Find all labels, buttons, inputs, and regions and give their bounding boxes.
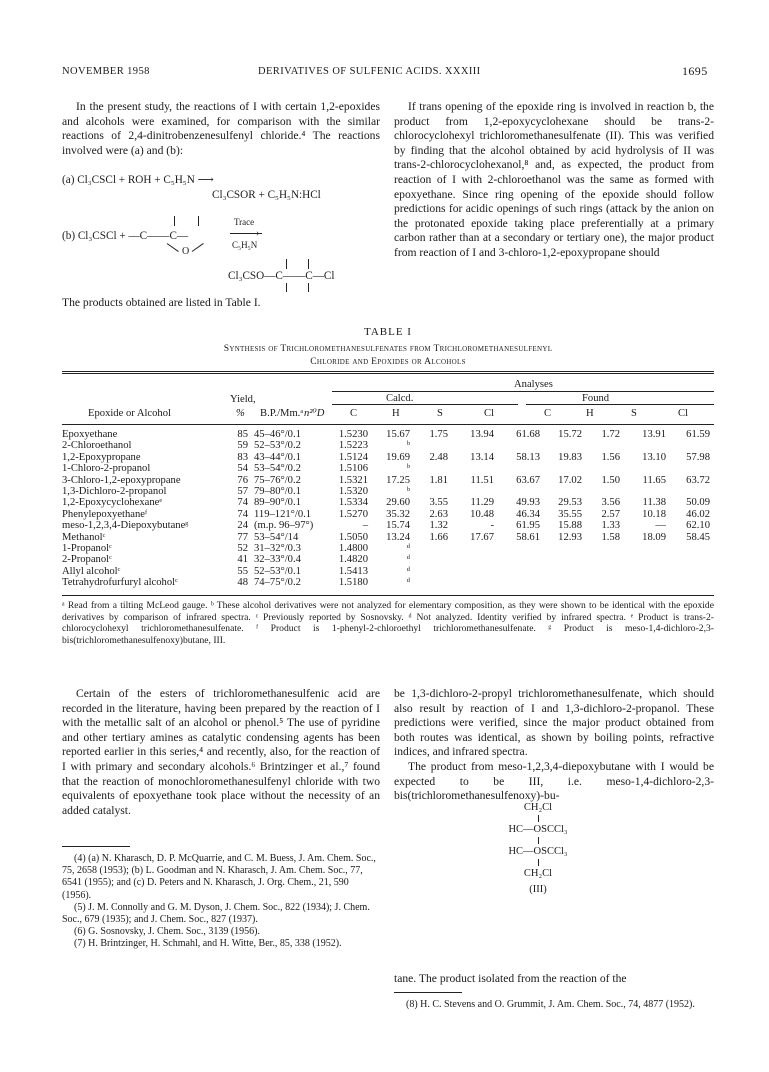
footnote-separator xyxy=(62,846,130,847)
analyses-header: Analyses xyxy=(514,379,553,390)
table-top-rule xyxy=(62,371,714,372)
cell-compound: 1,3-Dichloro-2-propanol xyxy=(62,486,167,498)
structure-lower-methine: HC—OSCCl₃ xyxy=(508,846,568,857)
cell-found-c xyxy=(543,554,585,565)
cell-refractive-index: 1.5270 xyxy=(338,508,368,520)
found-s-header: S xyxy=(631,408,637,419)
cell-boiling-point: 52–53°/0.2 xyxy=(254,440,301,452)
table-title: TABLE I xyxy=(364,326,412,338)
analyses-rule xyxy=(332,391,714,392)
footnote-separator xyxy=(394,992,462,993)
cell-compound: 1,2-Epoxypropane xyxy=(62,451,141,463)
table-row xyxy=(59,566,713,577)
structure-label: (III) xyxy=(529,884,547,895)
products-sentence: The products obtained are listed in Table I. xyxy=(62,296,261,309)
cell-found-cl: 58.45 xyxy=(686,531,710,543)
reference-entry: (6) G. Sosnovsky, J. Chem. Soc., 3139 (1956). xyxy=(74,926,261,938)
cell-calcd-h: 3.55 xyxy=(429,497,448,509)
cell-calcd-cl: 61.95 xyxy=(516,520,540,532)
cell-found-h xyxy=(585,566,623,577)
cell-calcd-c: 15.74 xyxy=(386,520,410,532)
bond-line xyxy=(308,259,309,269)
reference-entry: (5) J. M. Connolly and G. M. Dyson, J. Chem. Soc., 822 (1934); J. Chem. Soc., 679 (1935); and J. Chem. Soc., 827 (1937). xyxy=(62,901,370,926)
cell-refractive-index: 1.5106 xyxy=(338,463,368,475)
cell-boiling-point: (m.p. 96–97°) xyxy=(254,520,314,532)
cell-calcd-cl xyxy=(497,577,543,588)
cell-calcd-s: 10.48 xyxy=(470,508,494,520)
found-header: Found xyxy=(582,393,610,404)
table-row xyxy=(59,463,713,474)
cell-refractive-index: 1.5334 xyxy=(338,497,368,509)
cell-calcd-cl xyxy=(497,566,543,577)
cell-found-h: 1.56 xyxy=(601,451,620,463)
cell-boiling-point: 79–80°/0.1 xyxy=(254,486,301,498)
cell-calcd-h xyxy=(413,486,451,497)
cell-found-h xyxy=(585,577,623,588)
cell-found-c: 12.93 xyxy=(558,531,582,543)
bond-line xyxy=(198,216,199,226)
calcd-s-header: S xyxy=(437,408,443,419)
cell-refractive-index: – xyxy=(362,520,368,532)
cell-found-h xyxy=(585,440,623,451)
reference-entry: (4) (a) N. Kharasch, D. P. McQuarrie, and C. M. Buess, J. Am. Chem. Soc., 75, 2658 (1953); (b) L. Goodman and N. Kharasch, J. Am. Chem. Soc., 77, 6541 (1955); and (c) D. Peters and N. Kharasch, J. Org. Chem., 21, 590 (1956). xyxy=(62,853,376,901)
cell-compound: 2-Propanolᶜ xyxy=(62,554,112,566)
table-header-rule xyxy=(62,424,714,425)
cell-found-c xyxy=(543,543,585,554)
cell-calcd-s xyxy=(451,440,497,451)
cell-calcd-s: - xyxy=(490,520,494,532)
cell-found-cl: 50.09 xyxy=(686,497,710,509)
cell-found-cl: 46.02 xyxy=(686,508,710,520)
table-row xyxy=(59,429,713,440)
table-subtitle-line1: Synthesis of Trichloromethanesulfenates from Trichloromethanesulfenyl xyxy=(223,343,553,354)
cell-refractive-index: 1.5124 xyxy=(338,451,368,463)
cell-yield: 24 xyxy=(237,520,248,532)
bond-line xyxy=(538,837,539,844)
cell-calcd-cl xyxy=(497,486,543,497)
bond-line xyxy=(308,283,309,292)
cell-calcd-s: 13.94 xyxy=(470,429,494,440)
yield-header: Yield, xyxy=(230,394,256,405)
trans-opening-paragraph: If trans opening of the epoxide ring is involved in reaction b, the product from 1,2-epoxycyclohexane should be trans-2-chlorocyclohexyl trichloromethanesulfenate (II). This was verified by finding that the alcohol obtained by acid hydrolysis of II was trans-2-chlorocyclohexanol,⁸ and, as expected, the product from reaction of I with 2-chloroethanol was the same as formed with epoxyethane. Since ring opening of the epoxide should follow predictions for acidic openings of such rings (attack by the anion on the protonated epoxide taking place preferentially at a primary carbon rather than at a secondary or tertiary one), the major product from reaction of I and 3-chloro-1,2-epoxypropane should xyxy=(394,100,714,259)
cell-yield: 48 xyxy=(237,577,248,589)
cell-boiling-point: 119–121°/0.1 xyxy=(254,508,312,520)
compound-header: Epoxide or Alcohol xyxy=(88,408,171,419)
cell-calcd-cl: 63.67 xyxy=(516,474,540,486)
table-row xyxy=(59,532,713,543)
reference-entry: (7) H. Brintzinger, H. Schmahl, and H. Witte, Ber., 85, 338 (1952). xyxy=(74,938,342,950)
table-row xyxy=(59,577,713,588)
cell-compound: Phenylepoxyethaneᶠ xyxy=(62,508,148,520)
cell-found-h: 1.72 xyxy=(601,429,620,440)
cell-calcd-c: 15.67 xyxy=(386,429,410,440)
references-right xyxy=(394,999,714,1011)
equation-b-catalyst: C₅H₅N xyxy=(232,240,258,250)
cell-found-c: 19.83 xyxy=(558,451,582,463)
cell-calcd-h: 2.63 xyxy=(429,508,448,520)
synthesis-table xyxy=(59,429,713,589)
cell-calcd-c: ᵈ xyxy=(406,577,410,589)
table-row xyxy=(59,440,713,451)
cell-boiling-point: 32–33°/0.4 xyxy=(254,554,301,566)
cell-yield: 74 xyxy=(237,497,248,509)
references-left xyxy=(62,853,380,951)
esters-paragraph: Certain of the esters of trichloromethanesulfenic acid are recorded in the literature, having been prepared by the reaction of I with the metallic salt of an alcohol or phenol.⁵ The use of pyridine and other tertiary amines as catalytic condensing agents has been reported earlier in this series,⁴ and recently, also, for the reaction of I with primary and secondary alcohols.⁶ Brintzinger et al.,⁷ found that the reaction of monochloromethanesulfenyl chloride with two equivalents of epoxyethane took place without the necessity of an added catalyst. xyxy=(62,687,380,817)
cell-found-s: 10.18 xyxy=(642,508,666,520)
arrow-head: › xyxy=(256,228,260,239)
found-h-header: H xyxy=(586,408,594,419)
cell-found-c xyxy=(543,440,585,451)
cell-found-h: 1.58 xyxy=(601,531,620,543)
table-row xyxy=(59,475,713,486)
cell-yield: 54 xyxy=(237,463,248,475)
cell-found-s xyxy=(623,543,669,554)
cell-boiling-point: 45–46°/0.1 xyxy=(254,429,301,440)
bond-line xyxy=(192,243,204,252)
predictions-paragraph: be 1,3-dichloro-2-propyl trichloromethanesulfenate, which should also result by reaction of I and 1,3-dichloro-2-propanol. These predictions were verified, since the major product obtained from both routes was identical, as shown by boiling points, refractive indices, and infrared spectra. xyxy=(394,687,714,759)
cell-found-h: 3.56 xyxy=(601,497,620,509)
table-row xyxy=(59,520,713,531)
cell-found-c xyxy=(543,577,585,588)
structure-bottom-group: CH₂Cl xyxy=(523,868,553,879)
intro-left-closing xyxy=(62,296,380,311)
cell-found-cl xyxy=(669,577,713,588)
cell-calcd-c: 17.25 xyxy=(386,474,410,486)
cell-found-c xyxy=(543,566,585,577)
cell-found-cl xyxy=(669,463,713,474)
cell-boiling-point: 75–76°/0.2 xyxy=(254,474,301,486)
cell-calcd-c: 29.60 xyxy=(386,497,410,509)
cell-calcd-c: ᵇ xyxy=(406,440,410,452)
cell-calcd-s xyxy=(451,566,497,577)
cell-refractive-index: 1.4800 xyxy=(338,543,368,555)
bond-line xyxy=(286,259,287,269)
page-number: 1695 xyxy=(682,64,708,78)
cell-found-h: 2.57 xyxy=(601,508,620,520)
cell-found-cl: 57.98 xyxy=(686,451,710,463)
cell-found-cl xyxy=(669,554,713,565)
cell-found-cl: 63.72 xyxy=(686,474,710,486)
cell-boiling-point: 53–54°/14 xyxy=(254,531,299,543)
cell-yield: 83 xyxy=(237,451,248,463)
cell-calcd-h xyxy=(413,463,451,474)
table-bottom-rule xyxy=(62,595,714,596)
cell-calcd-cl: 46.34 xyxy=(516,508,540,520)
cell-refractive-index: 1.5180 xyxy=(338,577,368,589)
cell-calcd-c: 19.69 xyxy=(386,451,410,463)
calcd-c-header: C xyxy=(350,408,358,419)
cell-found-s: 13.91 xyxy=(642,429,666,440)
cell-found-s xyxy=(623,463,669,474)
lower-right-column xyxy=(394,687,714,804)
found-rule xyxy=(526,404,714,405)
cell-found-h xyxy=(585,554,623,565)
cell-refractive-index: 1.4820 xyxy=(338,554,368,566)
bond-line xyxy=(286,283,287,292)
table-row xyxy=(59,486,713,497)
running-header-title: DERIVATIVES OF SULFENIC ACIDS. XXXIII xyxy=(258,66,481,77)
cell-found-s xyxy=(623,554,669,565)
cell-compound: Methanolᶜ xyxy=(62,531,106,543)
cell-calcd-cl xyxy=(497,440,543,451)
cell-calcd-s xyxy=(451,543,497,554)
cell-yield: 57 xyxy=(237,486,248,498)
cell-calcd-h xyxy=(413,577,451,588)
cell-compound: 2-Chloroethanol xyxy=(62,440,132,452)
cell-found-s xyxy=(623,577,669,588)
yield-percent-header: % xyxy=(236,408,245,419)
cell-boiling-point: 74–75°/0.2 xyxy=(254,577,301,589)
cell-calcd-s xyxy=(451,577,497,588)
reference-entry: (8) H. C. Stevens and O. Grummit, J. Am. Chem. Soc., 74, 4877 (1952). xyxy=(406,999,695,1010)
table-footnotes: ᵃ Read from a tilting McLeod gauge. ᵇ These alcohol derivatives were not analyzed for elementary composition, as they were shown to be identical with the epoxide derivatives by comparison of infrared spectra. ᶜ Previously reported by Sosnovsky. ᵈ Not analyzed. Identity verified by infrared spectra. ᵉ Product is trans-2-chlorocyclohexyl trichloromethanesulfenate. ᶠ Product is 1-phenyl-2-chloroethyl trichloromethanesulfenate. ᵍ Product is meso-1,4-dichloro-2,3-bis(trichloromethanesulfenoxy)butane, III. xyxy=(62,600,714,646)
cell-compound: Allyl alcoholᶜ xyxy=(62,565,121,577)
calcd-h-header: H xyxy=(392,408,400,419)
cell-calcd-s: 17.67 xyxy=(470,531,494,543)
cell-calcd-s: 11.29 xyxy=(470,497,494,509)
cell-refractive-index: 1.5413 xyxy=(338,565,368,577)
equation-b-trace: Trace xyxy=(234,217,255,227)
cell-found-cl: 61.59 xyxy=(686,429,710,440)
cell-found-s: 11.65 xyxy=(642,474,666,486)
cell-found-s xyxy=(623,440,669,451)
cell-calcd-c: 13.24 xyxy=(386,531,410,543)
bond-line xyxy=(167,243,179,252)
cell-calcd-h: 1.75 xyxy=(429,429,448,440)
cell-calcd-cl: 58.13 xyxy=(516,451,540,463)
cell-found-h: 1.33 xyxy=(601,520,620,532)
cell-calcd-cl xyxy=(497,543,543,554)
cell-calcd-c: ᵇ xyxy=(406,486,410,498)
cell-found-c: 15.88 xyxy=(558,520,582,532)
table-subtitle-line2: Chloride and Epoxides or Alcohols xyxy=(310,356,466,367)
cell-refractive-index: 1.5321 xyxy=(338,474,368,486)
cell-refractive-index: 1.5050 xyxy=(338,531,368,543)
cell-compound: meso-1,2,3,4-Diepoxybutaneᵍ xyxy=(62,520,189,532)
cell-found-cl xyxy=(669,566,713,577)
cell-yield: 59 xyxy=(237,440,248,452)
cell-yield: 74 xyxy=(237,508,248,520)
cell-calcd-s xyxy=(451,554,497,565)
cell-yield: 41 xyxy=(237,554,248,566)
cell-boiling-point: 52–53°/0.1 xyxy=(254,565,301,577)
cell-calcd-h xyxy=(413,543,451,554)
cell-found-s: 13.10 xyxy=(642,451,666,463)
cell-calcd-cl: 61.68 xyxy=(516,429,540,440)
table-row xyxy=(59,497,713,508)
table-top-rule-double xyxy=(62,373,714,374)
calcd-cl-header: Cl xyxy=(484,408,495,419)
intro-right-column xyxy=(394,100,714,261)
cell-boiling-point: 53–54°/0.2 xyxy=(254,463,301,475)
cell-calcd-c: 35.32 xyxy=(386,508,410,520)
cell-found-s: — xyxy=(655,520,666,532)
equation-a-reactants: (a) Cl₃CSCl + ROH + C₅H₅N ⟶ xyxy=(62,174,214,186)
cell-refractive-index: 1.5320 xyxy=(338,486,368,498)
structure-upper-methine: HC—OSCCl₃ xyxy=(508,824,568,835)
lower-right-closing xyxy=(394,972,714,987)
diepoxybutane-paragraph: The product from meso-1,2,3,4-diepoxybutane with I would be expected to be III, i.e. meso-1,4-dichloro-2,3-bis(trichloromethanesulfenoxy)-bu- xyxy=(394,759,714,803)
cell-found-cl: 62.10 xyxy=(686,520,710,532)
cell-found-s: 18.09 xyxy=(642,531,666,543)
cell-yield: 52 xyxy=(237,543,248,555)
running-header-left: NOVEMBER 1958 xyxy=(62,66,150,77)
cell-found-h: 1.50 xyxy=(601,474,620,486)
cell-boiling-point: 31–32°/0.3 xyxy=(254,543,301,555)
table-row xyxy=(59,554,713,565)
cell-found-c: 35.55 xyxy=(558,508,582,520)
cell-found-s xyxy=(623,486,669,497)
cell-calcd-s xyxy=(451,463,497,474)
cell-found-h xyxy=(585,463,623,474)
cell-calcd-s: 13.14 xyxy=(470,451,494,463)
cell-yield: 85 xyxy=(237,429,248,440)
cell-found-c xyxy=(543,486,585,497)
table-row xyxy=(59,452,713,463)
cell-compound: 1,2-Epoxycyclohexaneᵉ xyxy=(62,497,163,509)
cell-yield: 77 xyxy=(237,531,248,543)
structure-top-group: CH₂Cl xyxy=(523,802,553,813)
cell-found-cl xyxy=(669,543,713,554)
cell-calcd-h: 2.48 xyxy=(429,451,448,463)
cell-refractive-index: 1.5223 xyxy=(338,440,368,452)
equation-b-reactants: (b) Cl₃CSCl + —C——C— xyxy=(62,230,189,242)
intro-left-column xyxy=(62,100,380,158)
cell-found-cl xyxy=(669,486,713,497)
cell-found-c xyxy=(543,463,585,474)
cell-calcd-c: ᵈ xyxy=(406,554,410,566)
refractive-index-header: n²⁰D xyxy=(304,408,325,419)
closing-sentence: tane. The product isolated from the reaction of the xyxy=(394,972,627,985)
cell-compound: Epoxyethane xyxy=(62,429,118,440)
calcd-rule xyxy=(332,404,518,405)
structure-iii xyxy=(488,800,588,897)
cell-found-c: 17.02 xyxy=(558,474,582,486)
cell-calcd-h: 1.32 xyxy=(429,520,448,532)
cell-compound: Tetrahydrofurfuryl alcoholᶜ xyxy=(62,577,178,589)
cell-calcd-c: ᵈ xyxy=(406,543,410,555)
cell-compound: 1-Propanolᶜ xyxy=(62,543,112,555)
cell-calcd-h xyxy=(413,566,451,577)
intro-paragraph: In the present study, the reactions of I with certain 1,2-epoxides and alcohols were examined, for comparison with the similar reactions of 2,4-dinitrobenzenesulfenyl chloride.⁴ The reactions involved were (a) and (b): xyxy=(62,100,380,157)
cell-calcd-cl: 49.93 xyxy=(516,497,540,509)
cell-yield: 55 xyxy=(237,565,248,577)
cell-found-cl xyxy=(669,440,713,451)
cell-yield: 76 xyxy=(237,474,248,486)
calcd-header: Calcd. xyxy=(386,393,414,404)
cell-calcd-cl xyxy=(497,554,543,565)
equation-a-products: Cl₃CSOR + C₅H₅N:HCl xyxy=(212,189,321,201)
cell-calcd-h: 1.66 xyxy=(429,531,448,543)
cell-found-h xyxy=(585,543,623,554)
table-row xyxy=(59,543,713,554)
cell-calcd-cl: 58.61 xyxy=(516,531,540,543)
epoxide-oxygen: O xyxy=(182,246,190,257)
cell-found-h xyxy=(585,486,623,497)
table-row xyxy=(59,509,713,520)
cell-found-c: 29.53 xyxy=(558,497,582,509)
cell-calcd-cl xyxy=(497,463,543,474)
cell-compound: 1-Chloro-2-propanol xyxy=(62,463,151,475)
bp-header: B.P./Mm.ᵃ xyxy=(260,408,304,419)
cell-boiling-point: 89–90°/0.1 xyxy=(254,497,301,509)
bond-line xyxy=(538,815,539,822)
cell-calcd-h: 1.81 xyxy=(429,474,448,486)
equation-b-product: Cl₃CSO—C——C—Cl xyxy=(228,270,335,282)
cell-calcd-s xyxy=(451,486,497,497)
bond-line xyxy=(174,216,175,226)
cell-calcd-h xyxy=(413,554,451,565)
cell-calcd-h xyxy=(413,440,451,451)
cell-compound: 3-Chloro-1,2-epoxypropane xyxy=(62,474,181,486)
bond-line xyxy=(538,859,539,866)
cell-boiling-point: 43–44°/0.1 xyxy=(254,451,301,463)
cell-found-s: 11.38 xyxy=(642,497,666,509)
found-c-header: C xyxy=(544,408,552,419)
cell-calcd-c: ᵇ xyxy=(406,463,410,475)
cell-calcd-s: 11.51 xyxy=(470,474,494,486)
cell-refractive-index: 1.5230 xyxy=(338,429,368,440)
lower-left-column xyxy=(62,687,380,818)
cell-found-c: 15.72 xyxy=(558,429,582,440)
found-cl-header: Cl xyxy=(678,408,689,419)
cell-found-s xyxy=(623,566,669,577)
cell-calcd-c: ᵈ xyxy=(406,565,410,577)
